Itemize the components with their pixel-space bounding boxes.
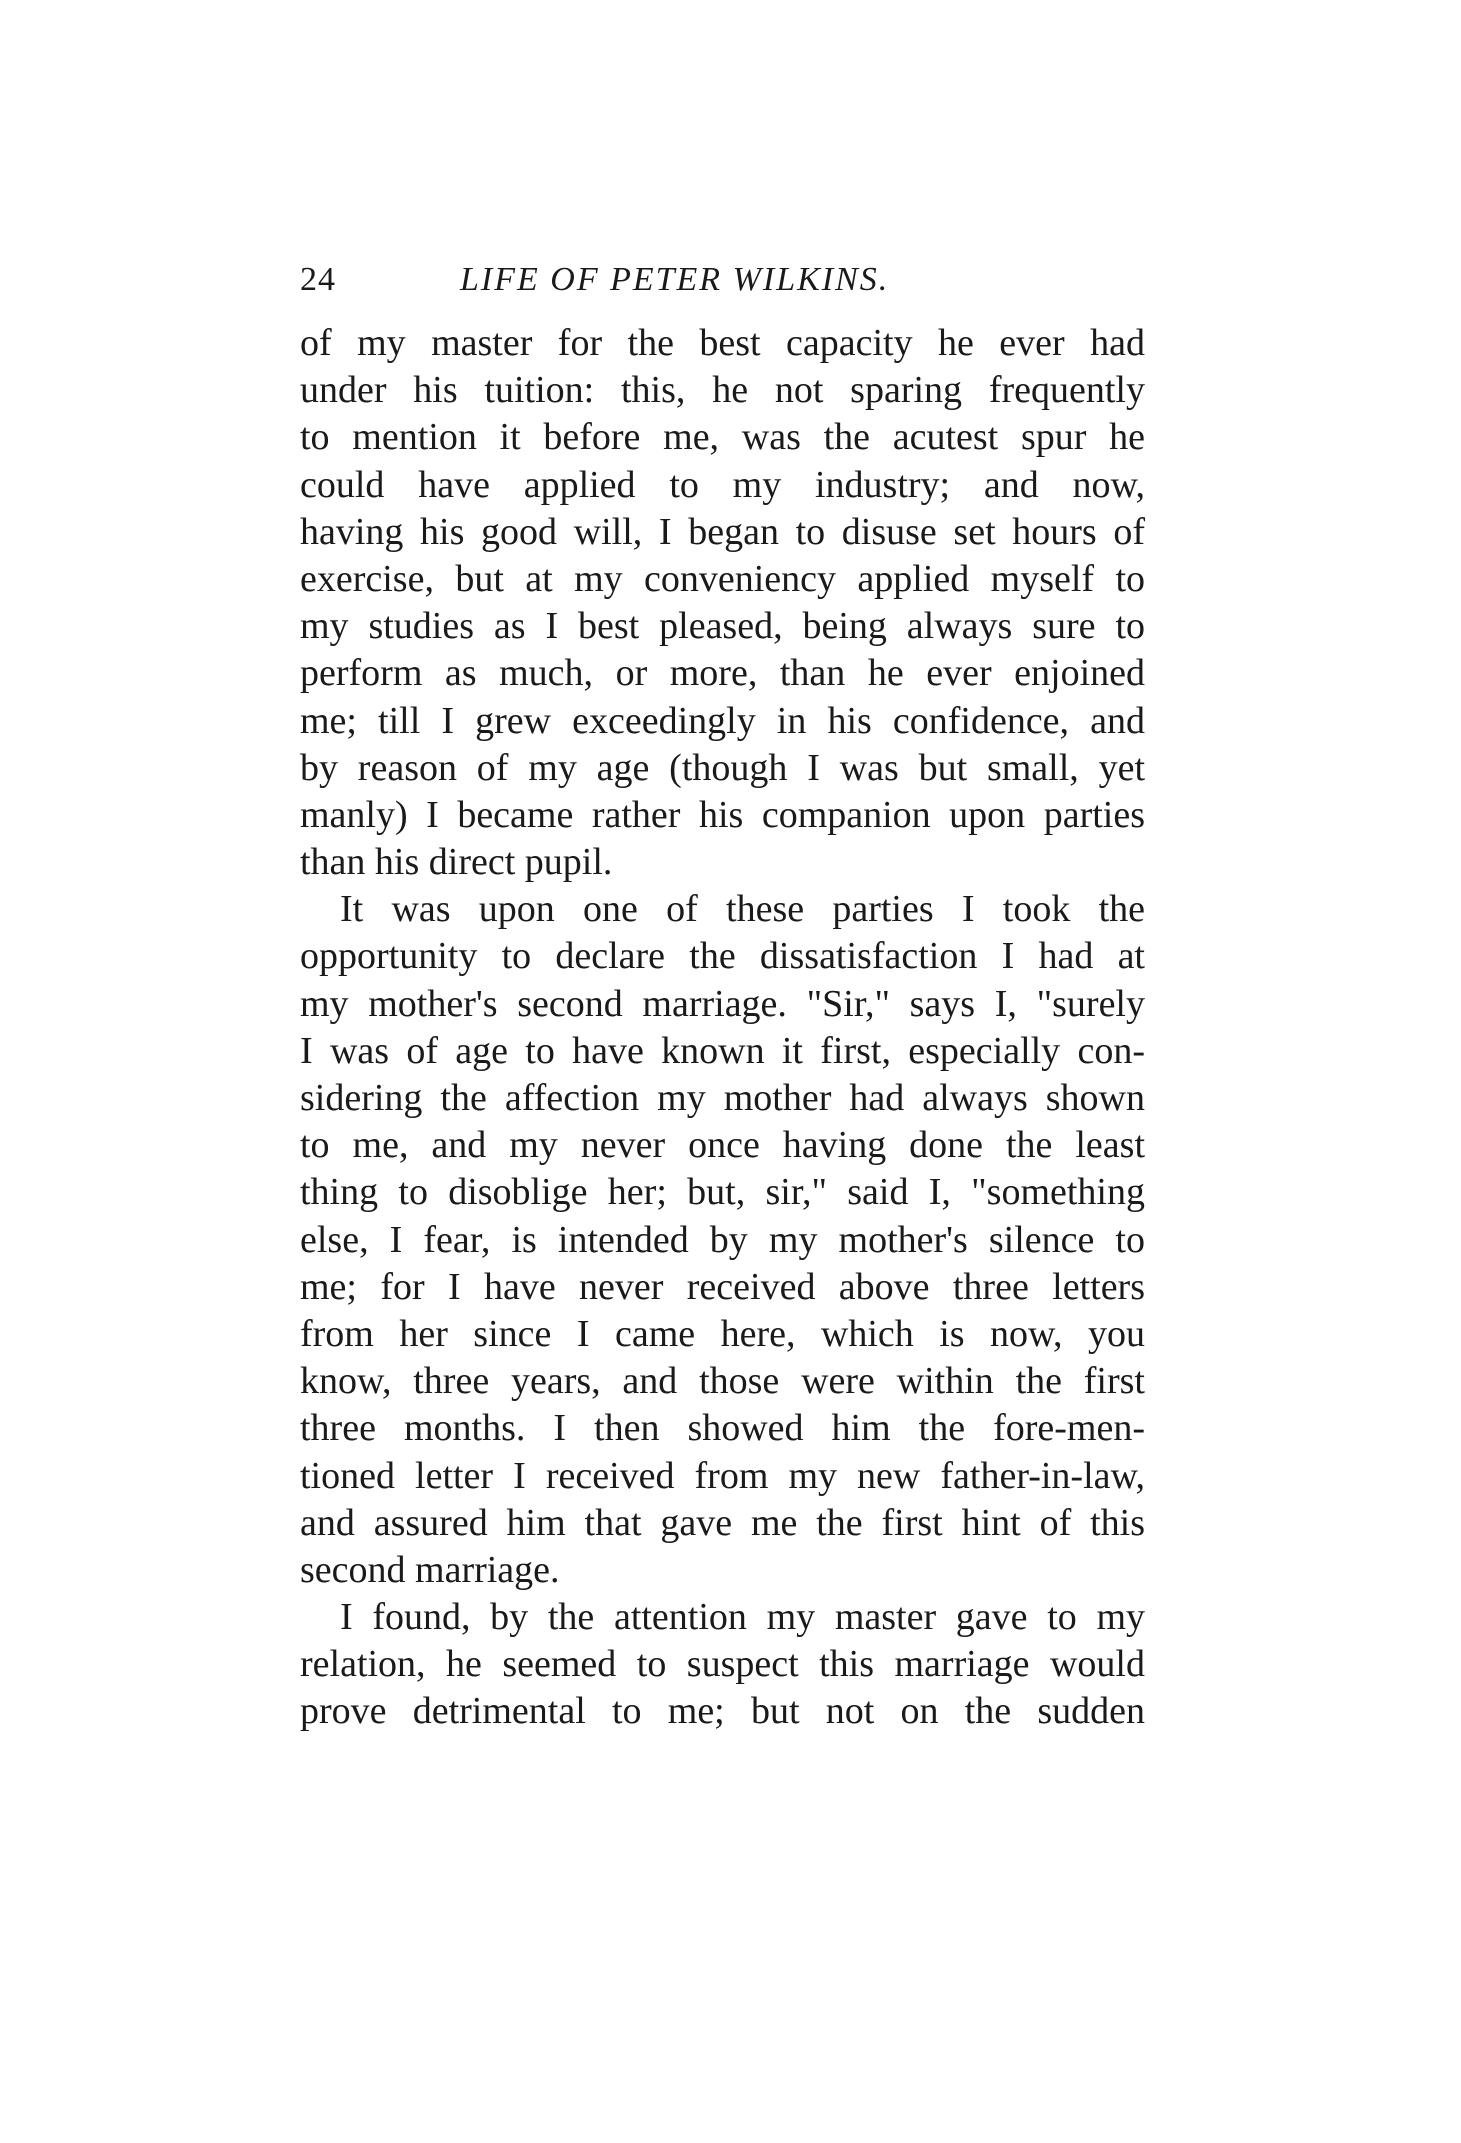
- text-line: know, three years, and those were within the first: [300, 1360, 1145, 1403]
- text-line: opportunity to declare the dissatisfaction I had at: [300, 935, 1145, 978]
- text-line: my studies as I best pleased, being always sure to: [300, 605, 1145, 648]
- text-line: exercise, but at my conveniency applied myself to: [300, 557, 1145, 600]
- text-line: and assured him that gave me the first hint of this: [300, 1501, 1145, 1544]
- text-line: prove detrimental to me; but not on the sudden: [300, 1690, 1145, 1733]
- text-line: from her since I came here, which is now, you: [300, 1312, 1145, 1355]
- text-line: sidering the affection my mother had always shown: [300, 1077, 1145, 1119]
- text-line: relation, he seemed to suspect this marriage would: [300, 1643, 1145, 1686]
- text-line: to me, and my never once having done the least: [300, 1124, 1145, 1167]
- text-line: three months. I then showed him the fore-men-: [300, 1407, 1145, 1450]
- text-line: having his good will, I began to disuse set hours of: [300, 510, 1145, 553]
- text-line: under his tuition: this, he not sparing frequently: [300, 369, 1145, 412]
- text-line: thing to disoblige her; but, sir," said I, "something: [300, 1171, 1145, 1214]
- text-line: second marriage.: [300, 1548, 560, 1591]
- text-line: tioned letter I received from my new father-in-law,: [300, 1454, 1145, 1497]
- text-line: perform as much, or more, than he ever enjoined: [300, 652, 1145, 695]
- page-number: 24: [300, 261, 336, 298]
- text-line: else, I fear, is intended by my mother's silence to: [300, 1218, 1145, 1261]
- book-page: [300, 250, 1145, 1736]
- body-text: [300, 320, 1145, 1736]
- text-line: It was upon one of these parties I took the: [340, 888, 1145, 931]
- text-line: manly) I became rather his companion upon parties: [300, 793, 1145, 836]
- text-line: could have applied to my industry; and now,: [300, 463, 1145, 506]
- text-line: I was of age to have known it first, especially con-: [300, 1029, 1145, 1072]
- text-line: I found, by the attention my master gave to my: [340, 1596, 1145, 1639]
- text-line: my mother's second marriage. "Sir," says I, "surely: [300, 982, 1145, 1025]
- text-line: me; for I have never received above three letters: [300, 1265, 1145, 1308]
- running-head: [300, 250, 1145, 310]
- text-line: than his direct pupil.: [300, 841, 613, 884]
- text-line: by reason of my age (though I was but small, yet: [300, 746, 1145, 789]
- text-line: of my master for the best capacity he ever had: [300, 322, 1145, 364]
- text-line: me; till I grew exceedingly in his confidence, and: [300, 699, 1145, 742]
- text-line: to mention it before me, was the acutest spur he: [300, 416, 1145, 459]
- running-title: LIFE OF PETER WILKINS.: [460, 261, 890, 298]
